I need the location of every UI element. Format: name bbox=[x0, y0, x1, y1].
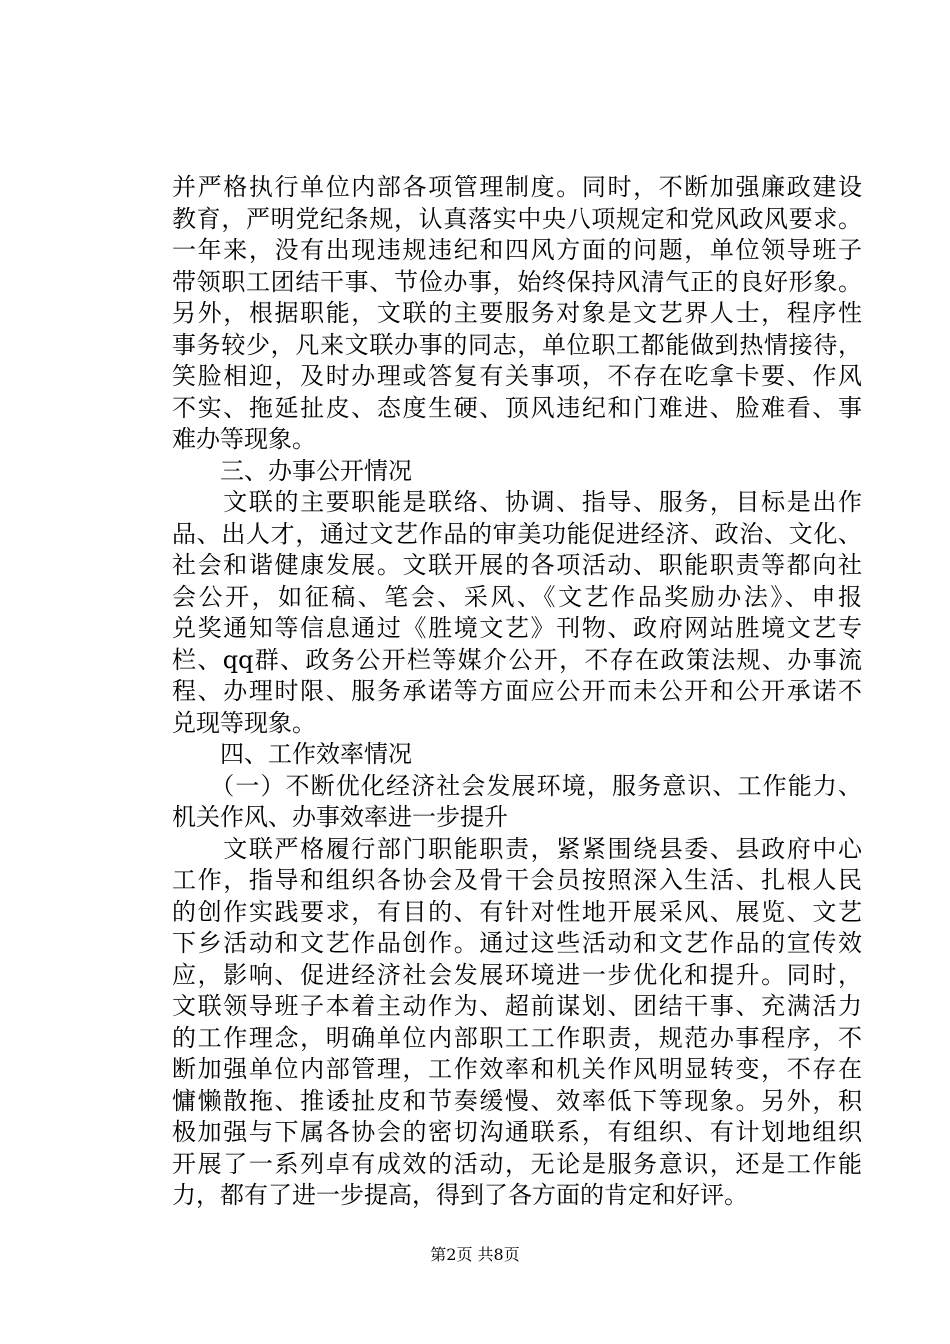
text-line: 会公开，如征稿、笔会、采风、《文艺作品奖励办法》、申报 bbox=[172, 582, 862, 611]
text-line: 不实、拖延扯皮、态度生硬、顶风违纪和门难进、脸难看、事 bbox=[172, 393, 862, 422]
text-line: 的工作理念，明确单位内部职工工作职责，规范办事程序，不 bbox=[172, 1023, 862, 1052]
text-line: 工作，指导和组织各协会及骨干会员按照深入生活、扎根人民 bbox=[172, 866, 862, 894]
text-line: 另外，根据职能，文联的主要服务对象是文艺界人士，程序性 bbox=[172, 299, 862, 327]
text-line: 难办等现象。 bbox=[172, 425, 316, 453]
text-line: 应，影响、促进经济社会发展环境进一步优化和提升。同时， bbox=[172, 960, 862, 989]
text-line: 下乡活动和文艺作品创作。通过这些活动和文艺作品的宣传效 bbox=[172, 929, 862, 957]
text-line: 栏、qq群、政务公开栏等媒介公开，不存在政策法规、办事流 bbox=[172, 645, 862, 674]
text-line: 极加强与下属各协会的密切沟通联系，有组织、有计划地组织 bbox=[172, 1118, 862, 1146]
text-line: 兑现等现象。 bbox=[172, 708, 316, 737]
text-line: 教育，严明党纪条规，认真落实中央八项规定和党风政风要求。 bbox=[172, 204, 862, 233]
document-body bbox=[172, 172, 862, 1212]
page-number-footer: 第2页 共8页 bbox=[430, 1245, 520, 1264]
subsection-heading: （一）不断优化经济社会发展环境，服务意识、工作能力、 bbox=[172, 771, 862, 800]
text-line: 社会和谐健康发展。文联开展的各项活动、职能职责等都向社 bbox=[172, 551, 862, 579]
section-heading: 三、办事公开情况 bbox=[220, 456, 412, 485]
text-line: 事务较少，凡来文联办事的同志，单位职工都能做到热情接待， bbox=[172, 330, 862, 359]
text-line: 开展了一系列卓有成效的活动，无论是服务意识，还是工作能 bbox=[172, 1149, 862, 1178]
text-line: 断加强单位内部管理，工作效率和机关作风明显转变，不存在 bbox=[172, 1055, 862, 1083]
subsection-heading: 机关作风、办事效率进一步提升 bbox=[172, 803, 508, 831]
text-line: 品、出人才，通过文艺作品的审美功能促进经济、政治、文化、 bbox=[172, 519, 862, 548]
text-line: 笑脸相迎，及时办理或答复有关事项，不存在吃拿卡要、作风 bbox=[172, 362, 862, 390]
section-heading: 四、工作效率情况 bbox=[220, 740, 412, 768]
text-line: 文联的主要职能是联络、协调、指导、服务，目标是出作 bbox=[172, 488, 862, 516]
text-line: 力，都有了进一步提高，得到了各方面的肯定和好评。 bbox=[172, 1181, 748, 1209]
text-line: 文联领导班子本着主动作为、超前谋划、团结干事、充满活力 bbox=[172, 992, 862, 1020]
text-line: 的创作实践要求，有目的、有针对性地开展采风、展览、文艺 bbox=[172, 897, 862, 926]
text-line: 带领职工团结干事、节俭办事，始终保持风清气正的良好形象。 bbox=[172, 267, 862, 296]
text-line: 文联严格履行部门职能职责，紧紧围绕县委、县政府中心 bbox=[172, 834, 862, 863]
text-line: 一年来，没有出现违规违纪和四风方面的问题，单位领导班子 bbox=[172, 236, 862, 264]
text-line: 兑奖通知等信息通过《胜境文艺》刊物、政府网站胜境文艺专 bbox=[172, 614, 862, 642]
text-line: 程、办理时限、服务承诺等方面应公开而未公开和公开承诺不 bbox=[172, 677, 862, 705]
text-line: 慵懒散拖、推诿扯皮和节奏缓慢、效率低下等现象。另外，积 bbox=[172, 1086, 862, 1115]
text-line: 并严格执行单位内部各项管理制度。同时，不断加强廉政建设 bbox=[172, 173, 862, 201]
